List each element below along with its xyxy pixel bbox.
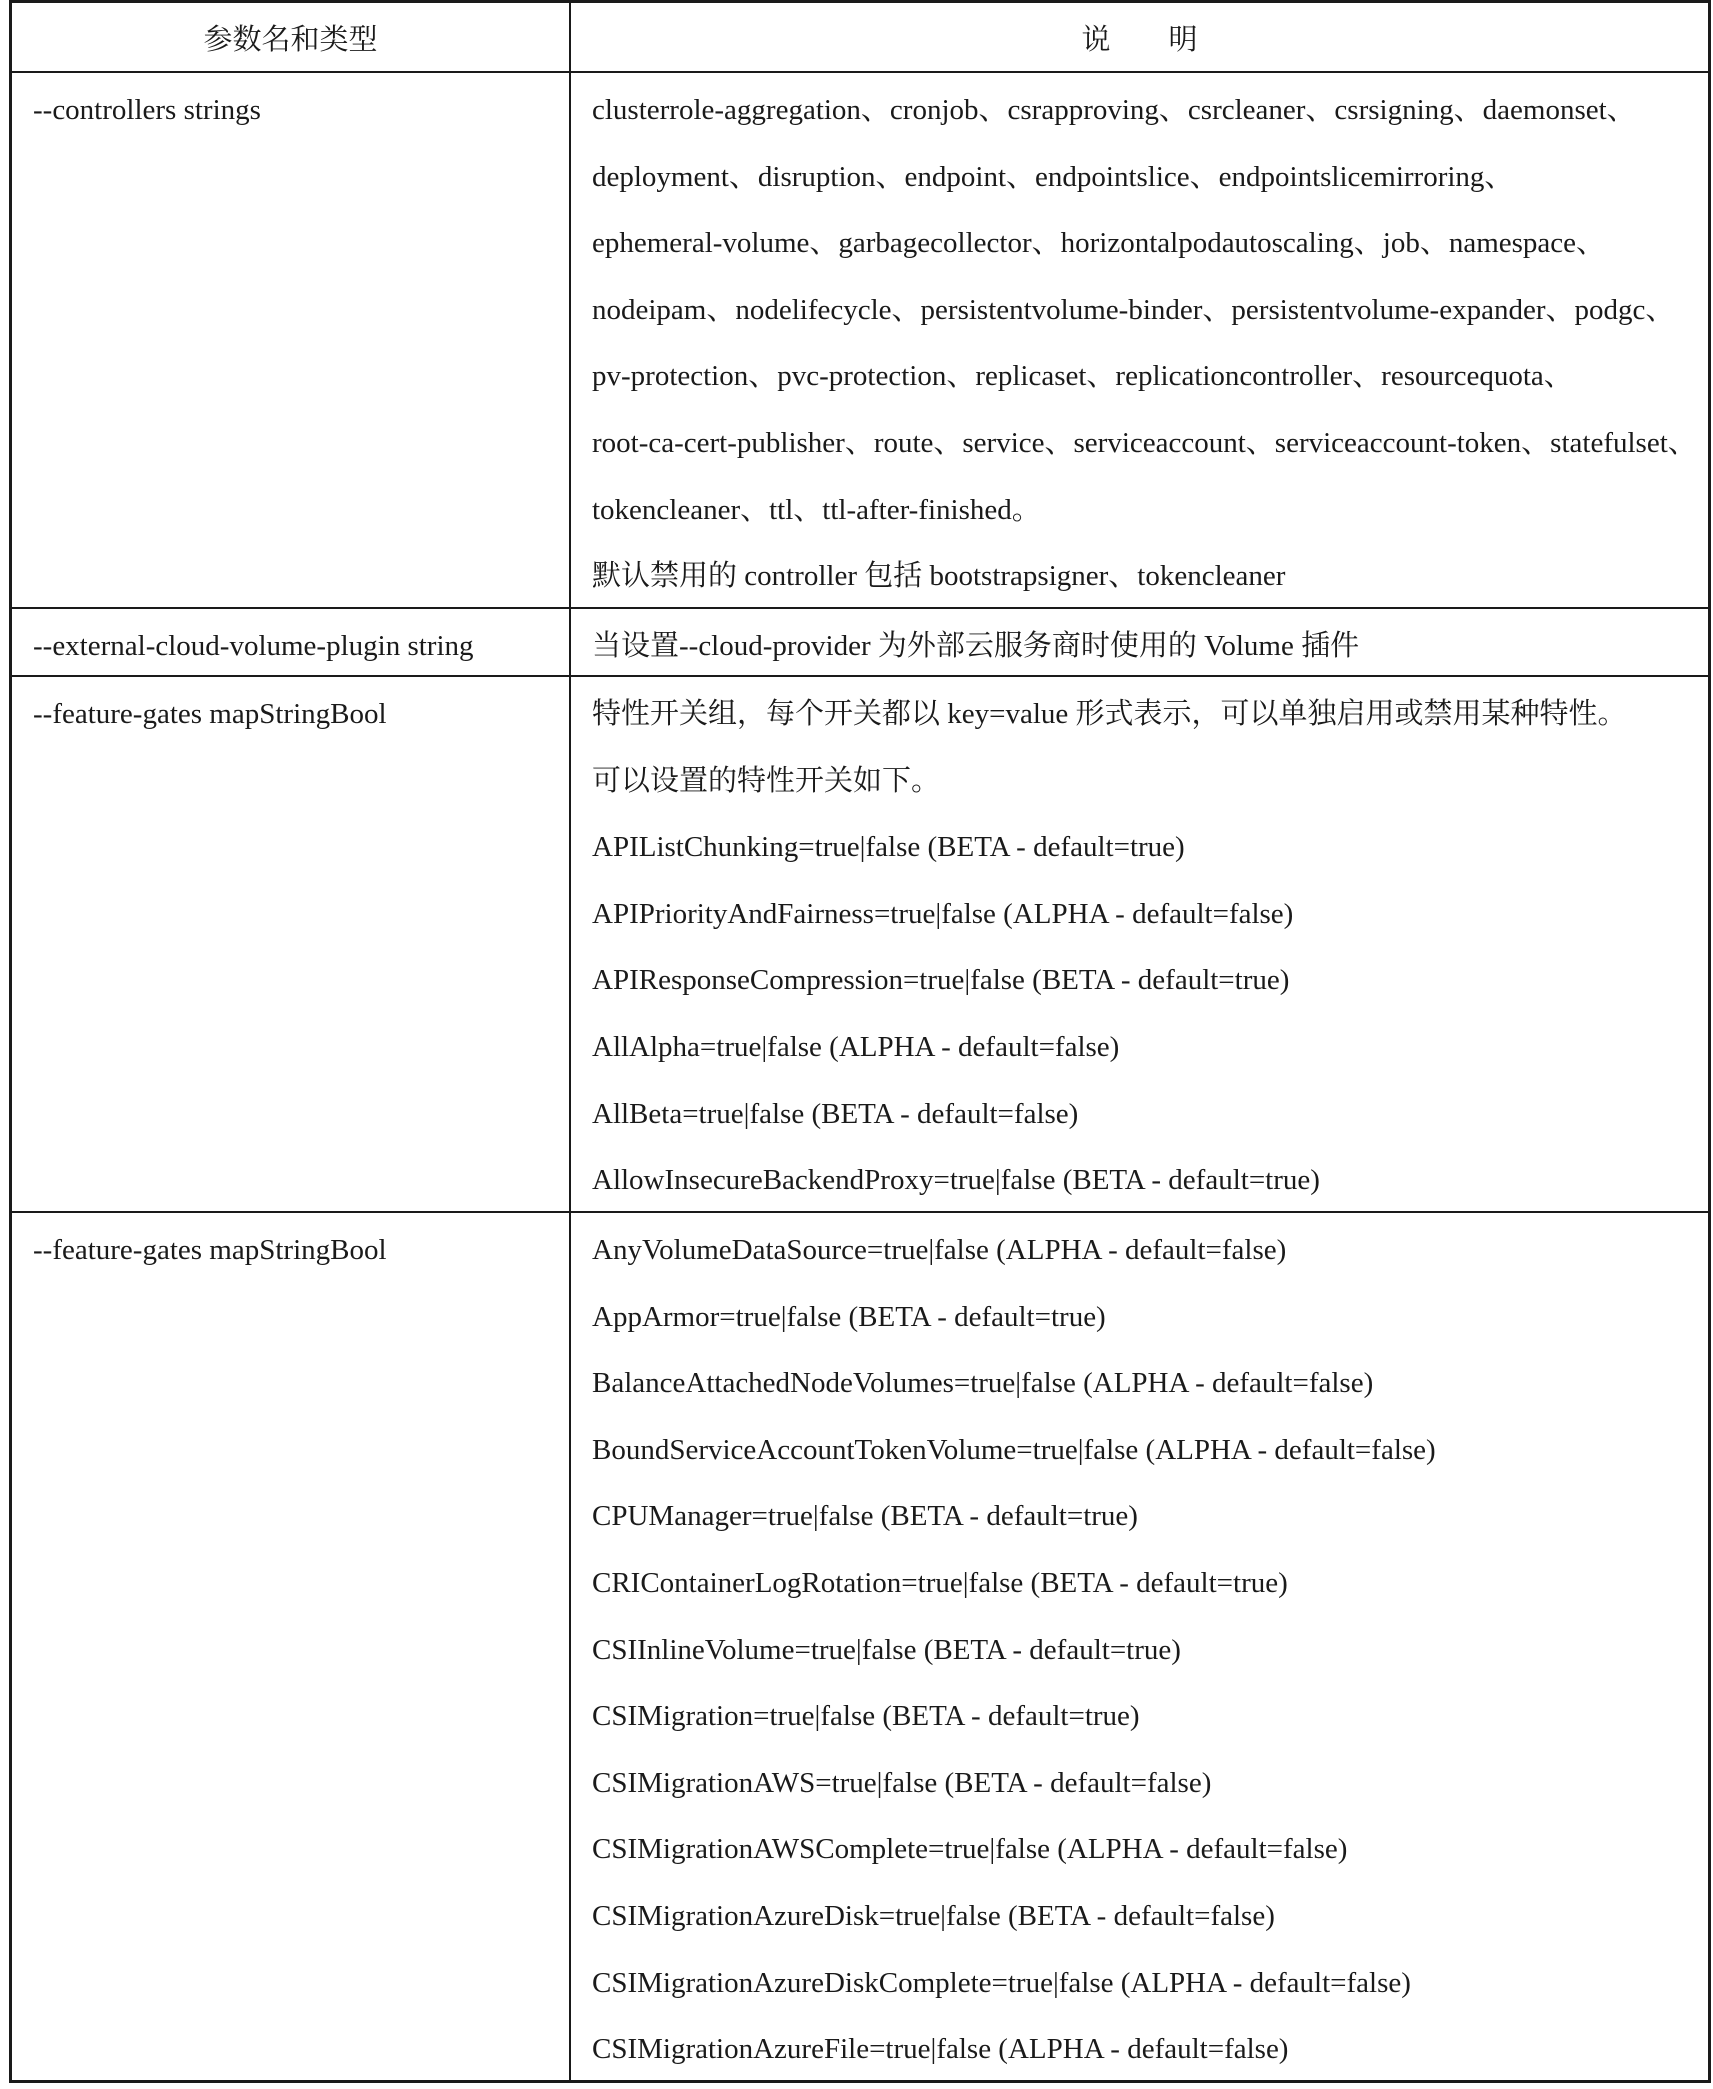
desc-line: 特性开关组，每个开关都以 key=value 形式表示，可以单独启用或禁用某种特性。 <box>592 698 1627 730</box>
row-desc <box>592 613 1704 680</box>
row-desc <box>592 77 1704 610</box>
desc-line: AllBeta=true|false (BETA - default=false) <box>592 1097 1079 1130</box>
desc-line: CSIMigrationAWS=true|false (BETA - default=false) <box>592 1766 1212 1799</box>
desc-line: CRIContainerLogRotation=true|false (BETA - default=true) <box>592 1566 1288 1599</box>
row-desc <box>592 681 1704 1214</box>
desc-line: deployment、disruption、endpoint、endpointslice、endpointslicemirroring、 <box>592 160 1514 193</box>
row-divider <box>12 675 1708 677</box>
desc-line: AllowInsecureBackendProxy=true|false (BETA - default=true) <box>592 1164 1320 1197</box>
desc-line: 当设置--cloud-provider 为外部云服务商时使用的 Volume 插件 <box>592 630 1360 662</box>
desc-line: 默认禁用的 controller 包括 bootstrapsigner、tokencleaner <box>592 560 1286 593</box>
desc-line: CSIMigrationAzureDiskComplete=true|false (ALPHA - default=false) <box>592 1966 1411 1999</box>
desc-line: BoundServiceAccountTokenVolume=true|false (ALPHA - default=false) <box>592 1433 1436 1466</box>
desc-line: CSIMigration=true|false (BETA - default=true) <box>592 1700 1140 1733</box>
desc-line: CPUManager=true|false (BETA - default=true) <box>592 1500 1138 1533</box>
desc-line: AnyVolumeDataSource=true|false (ALPHA - default=false) <box>592 1234 1287 1266</box>
row-param: --controllers strings <box>33 94 261 126</box>
row-param: --feature-gates mapStringBool <box>33 1234 387 1266</box>
desc-line: CSIMigrationAzureFile=true|false (ALPHA - default=false) <box>592 2033 1289 2066</box>
desc-line: BalanceAttachedNodeVolumes=true|false (ALPHA - default=false) <box>592 1367 1374 1400</box>
desc-line: APIListChunking=true|false (BETA - default=true) <box>592 831 1185 864</box>
desc-line: CSIMigrationAWSComplete=true|false (ALPHA - default=false) <box>592 1833 1348 1866</box>
desc-line: APIResponseCompression=true|false (BETA - default=true) <box>592 964 1290 997</box>
desc-line: AllAlpha=true|false (ALPHA - default=false) <box>592 1030 1120 1063</box>
desc-line: CSIInlineVolume=true|false (BETA - default=true) <box>592 1633 1181 1666</box>
desc-line: clusterrole-aggregation、cronjob、csrapproving、csrcleaner、csrsigning、daemonset、 <box>592 94 1636 126</box>
desc-line: nodeipam、nodelifecycle、persistentvolume-binder、persistentvolume-expander、podgc、 <box>592 293 1675 326</box>
parameter-table <box>9 0 1711 2083</box>
desc-line: AppArmor=true|false (BETA - default=true) <box>592 1300 1106 1333</box>
desc-line: APIPriorityAndFairness=true|false (ALPHA - default=false) <box>592 897 1294 930</box>
row-desc <box>592 1217 1704 2083</box>
row-divider <box>12 607 1708 609</box>
desc-line: tokencleaner、ttl、ttl-after-finished。 <box>592 493 1041 526</box>
row-param: --feature-gates mapStringBool <box>33 698 387 730</box>
desc-line: CSIMigrationAzureDisk=true|false (BETA - default=false) <box>592 1899 1275 1932</box>
header-param: 参数名和类型 <box>203 22 378 56</box>
header-divider <box>12 71 1708 73</box>
desc-line: ephemeral-volume、garbagecollector、horizontalpodautoscaling、job、namespace、 <box>592 227 1606 260</box>
row-divider <box>12 1211 1708 1213</box>
desc-line: pv-protection、pvc-protection、replicaset、replicationcontroller、resourcequota、 <box>592 360 1573 393</box>
desc-line: root-ca-cert-publisher、route、service、serviceaccount、serviceaccount-token、statefulset、 <box>592 426 1697 459</box>
row-param: --external-cloud-volume-plugin string <box>33 630 474 662</box>
header-desc: 说 明 <box>1081 22 1198 56</box>
desc-line: 可以设置的特性开关如下。 <box>592 764 941 797</box>
column-divider <box>569 3 571 2080</box>
